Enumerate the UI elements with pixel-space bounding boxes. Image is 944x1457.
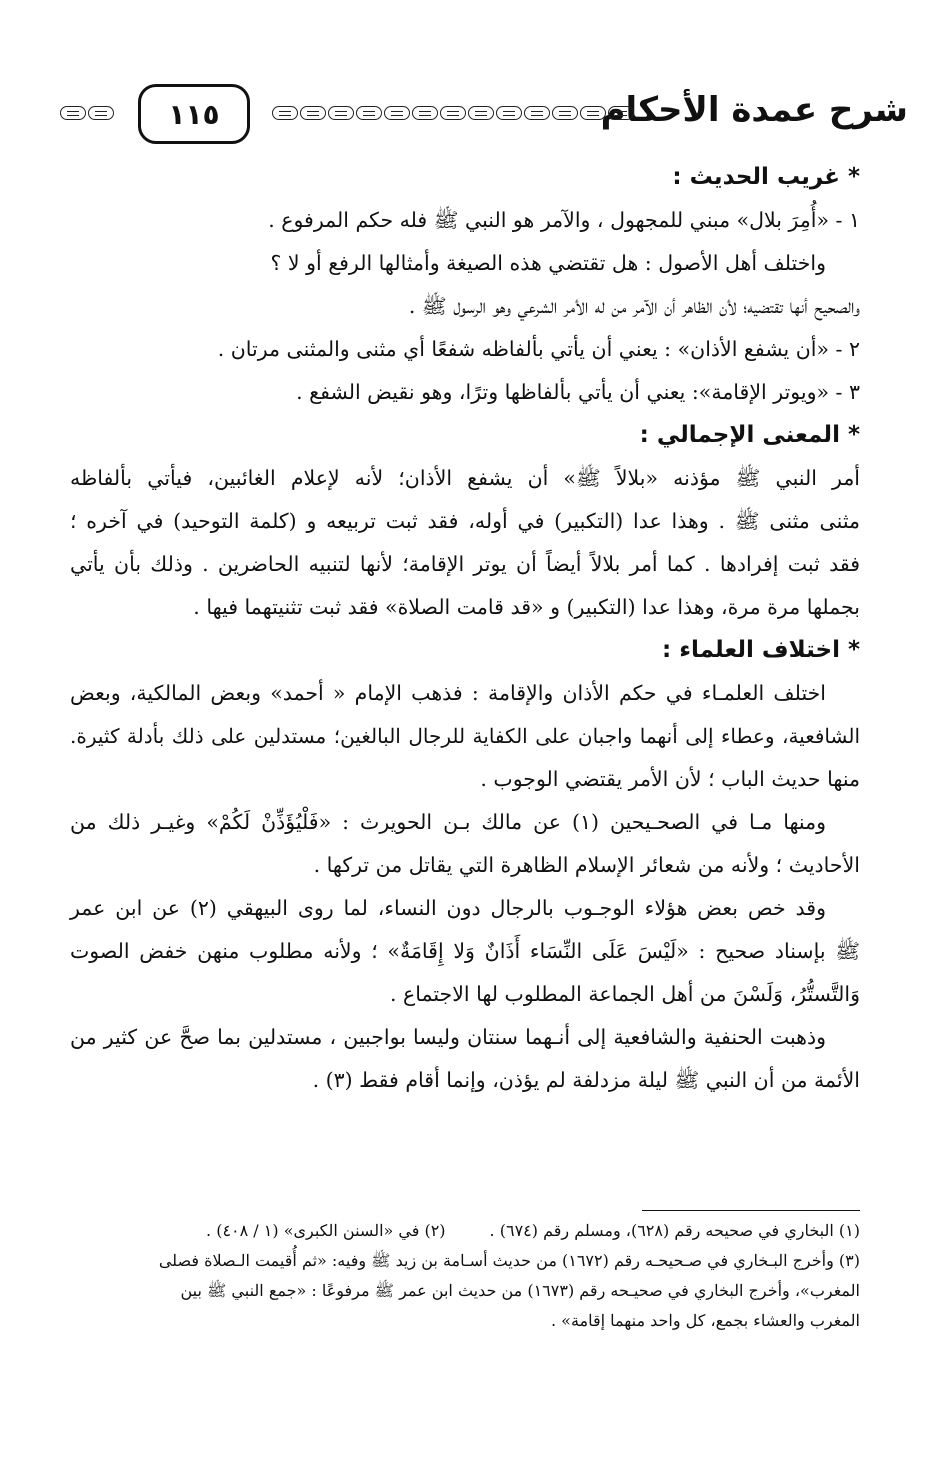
text-line: وذهبت الحنفية والشافعية إلى أنـهما سنتان وليسا بواجبين ، مستدلين بما صحَّ عن كثير من — [70, 1025, 826, 1049]
footnote-3-line: المغرب والعشاء بجمع، كل واحد منهما إقامة» . — [550, 1311, 860, 1330]
header-ornament-small — [60, 106, 118, 126]
text-line: والصحيح أنها تقتضيه؛ لأن الظاهر أن الآمر من له الأمر الشرعي وهو الرسول ﷺ . — [408, 294, 860, 318]
text-line: ١ - «أُمِرَ بلال» مبني للمجهول ، والآمر هو النبي ﷺ فله حكم المرفوع . — [268, 208, 860, 232]
footnotes — [70, 1218, 860, 1338]
text-line: واختلف أهل الأصول : هل تقتضي هذه الصيغة وأمثالها الرفع أو لا ؟ — [270, 251, 826, 275]
footnote-2: (٢) في «السنن الكبرى» (١ / ٤٠٨) . — [206, 1221, 446, 1240]
text-line: بجملها مرة مرة، وهذا عدا (التكبير) و «قد قامت الصلاة» فقد ثبت تثنيتهما فيها . — [193, 595, 860, 619]
text-line: وقد خص بعض هؤلاء الوجـوب بالرجال دون النساء، لما روى البيهقي (٢) عن ابن عمر — [70, 896, 826, 920]
header-ornament — [272, 106, 644, 126]
text-line: أمر النبي ﷺ مؤذنه «بلالاً ﷺ» أن يشفع الأذان؛ لأنه لإعلام الغائبين، فيأتي بألفاظه — [70, 466, 860, 490]
text-line: ﷺ بإسناد صحيح : «لَيْسَ عَلَى النِّسَاء أَذَانٌ وَلا إِقَامَةٌ» ؛ ولأنه مطلوب منهن خفض الصوت — [70, 939, 860, 963]
footnote-row — [70, 1218, 860, 1248]
text-line: فقد ثبت إفرادها . كما أمر بلالاً أيضاً أن يوتر الإقامة؛ لأنها لتنبيه الحاضرين . وذلك بأن يأتي — [70, 552, 860, 576]
text-line: ٢ - «أن يشفع الأذان» : يعني أن يأتي بألفاظه شفعًا أي مثنى والمثنى مرتان . — [217, 337, 860, 361]
text-line: اختلف العلمـاء في حكم الأذان والإقامة : فذهب الإمام « أحمد» وبعض المالكية، وبعض — [70, 681, 826, 705]
section-heading-ijmali: * المعنى الإجمالي : — [639, 422, 860, 448]
text-line: الأحاديث ؛ ولأنه من شعائر الإسلام الظاهرة التي يقاتل من تركها . — [313, 853, 860, 877]
text-line: ٣ - «ويوتر الإقامة»: يعني أن يأتي بألفاظها وترًا، وهو نقيض الشفع . — [296, 380, 860, 404]
text-line: وَالتَّستُّرُ، وَلَسْنَ من أهل الجماعة المطلوب لها الاجتماع . — [389, 982, 860, 1006]
text-line: الشافعية، وعطاء إلى أنهما واجبان على الكفاية للرجال البالغين؛ مستدلين على ذلك بأدلة كثيرة. — [70, 724, 860, 748]
section-heading-gharib: * غريب الحديث : — [672, 164, 860, 190]
text-line: مثنى مثنى ﷺ . وهذا عدا (التكبير) في أوله، فقد ثبت تربيعه و (كلمة التوحيد) في آخره ؛ — [70, 509, 860, 533]
section-heading-ikhtilaf: * اختلاف العلماء : — [662, 637, 860, 663]
footnote-1: (١) البخاري في صحيحه رقم (٦٢٨)، ومسلم رقم (٦٧٤) . — [489, 1221, 860, 1240]
main-text — [70, 160, 860, 1106]
text-line: ومنها مـا في الصحـيحين (١) عن مالك بـن الحويرث : «فَلْيُؤَذِّنْ لَكُمْ» وغيـر ذلك من — [70, 810, 826, 834]
page-header — [40, 84, 908, 156]
footnote-3-line: (٣) وأخرج البـخاري في صـحيحـه رقم (١٦٧٢) من حديث أسـامة بن زيد ﷺ وفيه: «ثم أُقيمت الـصلاة فصلى — [158, 1251, 860, 1270]
book-title: شرح عمدة الأحكام — [600, 90, 908, 130]
footnote-divider — [642, 1210, 860, 1211]
page-number: ١١٥ — [138, 84, 250, 144]
text-line: منها حديث الباب ؛ لأن الأمر يقتضي الوجوب . — [480, 767, 860, 791]
text-line: الأئمة من أن النبي ﷺ ليلة مزدلفة لم يؤذن، وإنما أقام فقط (٣) . — [312, 1068, 860, 1092]
footnote-3-line: المغرب»، وأخرج البخاري في صحيـحه رقم (١٦٧٣) من حديث ابن عمر ﷺ مرفوعًا : «جمع النبي ﷺ بين — [180, 1281, 860, 1300]
